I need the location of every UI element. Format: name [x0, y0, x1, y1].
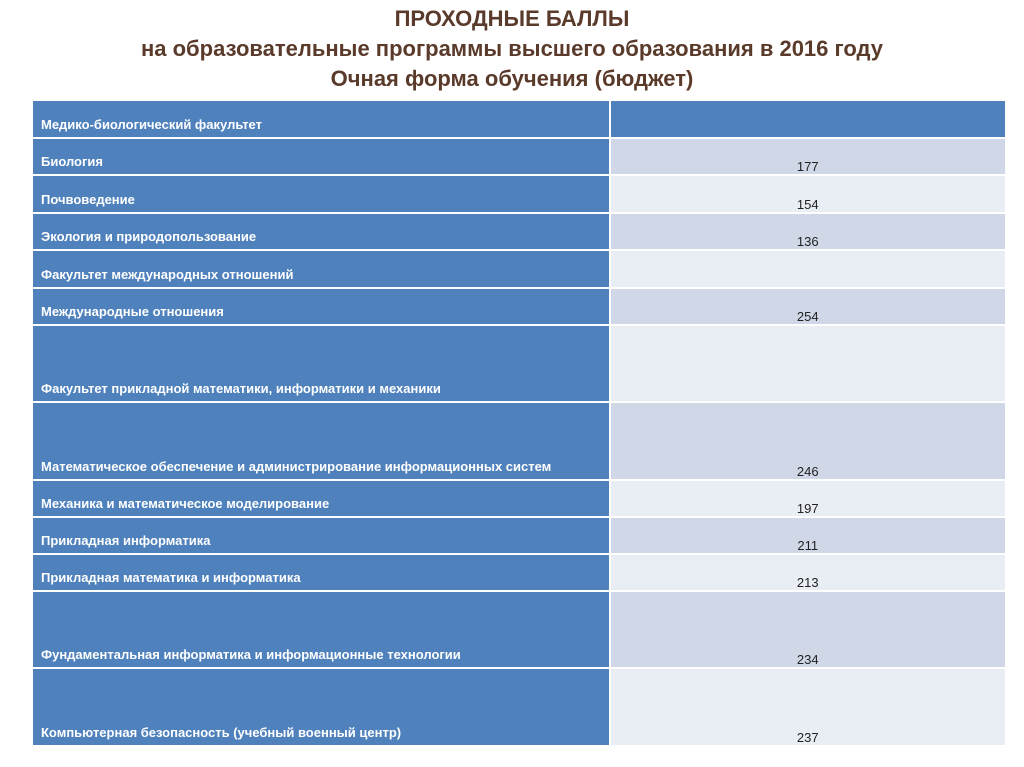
table-row: [33, 214, 1007, 251]
row-score: [611, 326, 1007, 403]
row-score: 197: [611, 481, 1007, 518]
passing-scores-table: [33, 101, 1007, 747]
table-row-faculty-intl: [33, 251, 1007, 289]
table-row: [33, 518, 1007, 555]
row-score: 254: [611, 289, 1007, 326]
table-row: [33, 139, 1007, 176]
row-score: 177: [611, 139, 1007, 176]
table-row: [33, 669, 1007, 747]
table-row-faculty-medbio: [33, 101, 1007, 139]
row-name: Факультет международных отношений: [33, 251, 611, 289]
row-name: Прикладная информатика: [33, 518, 611, 555]
table-row-faculty-applied-math: [33, 326, 1007, 403]
row-score: [611, 101, 1007, 139]
row-score: 136: [611, 214, 1007, 251]
row-score: [611, 251, 1007, 289]
row-score: 234: [611, 592, 1007, 669]
title-line-1: ПРОХОДНЫЕ БАЛЛЫ: [394, 6, 630, 31]
table-row: [33, 289, 1007, 326]
row-name: Прикладная математика и информатика: [33, 555, 611, 592]
row-name: Биология: [33, 139, 611, 176]
row-name: Почвоведение: [33, 176, 611, 214]
table-row: [33, 176, 1007, 214]
table-row: [33, 481, 1007, 518]
row-name: Экология и природопользование: [33, 214, 611, 251]
row-name: Международные отношения: [33, 289, 611, 326]
title-line-3: Очная форма обучения (бюджет): [330, 66, 694, 91]
row-name: Механика и математическое моделирование: [33, 481, 611, 518]
row-score: 246: [611, 403, 1007, 481]
row-score: 237: [611, 669, 1007, 747]
row-name: Математическое обеспечение и администрирование информационных систем: [33, 403, 611, 481]
row-name: Факультет прикладной математики, информатики и механики: [33, 326, 611, 403]
row-score: 211: [611, 518, 1007, 555]
table-row: [33, 592, 1007, 669]
row-name: Медико-биологический факультет: [33, 101, 611, 139]
row-score: 154: [611, 176, 1007, 214]
row-score: 213: [611, 555, 1007, 592]
table-row: [33, 555, 1007, 592]
slide-title: [0, 4, 1024, 94]
row-name: Фундаментальная информатика и информационные технологии: [33, 592, 611, 669]
table-row: [33, 403, 1007, 481]
row-name: Компьютерная безопасность (учебный военный центр): [33, 669, 611, 747]
title-line-2: на образовательные программы высшего образования в 2016 году: [140, 36, 884, 61]
